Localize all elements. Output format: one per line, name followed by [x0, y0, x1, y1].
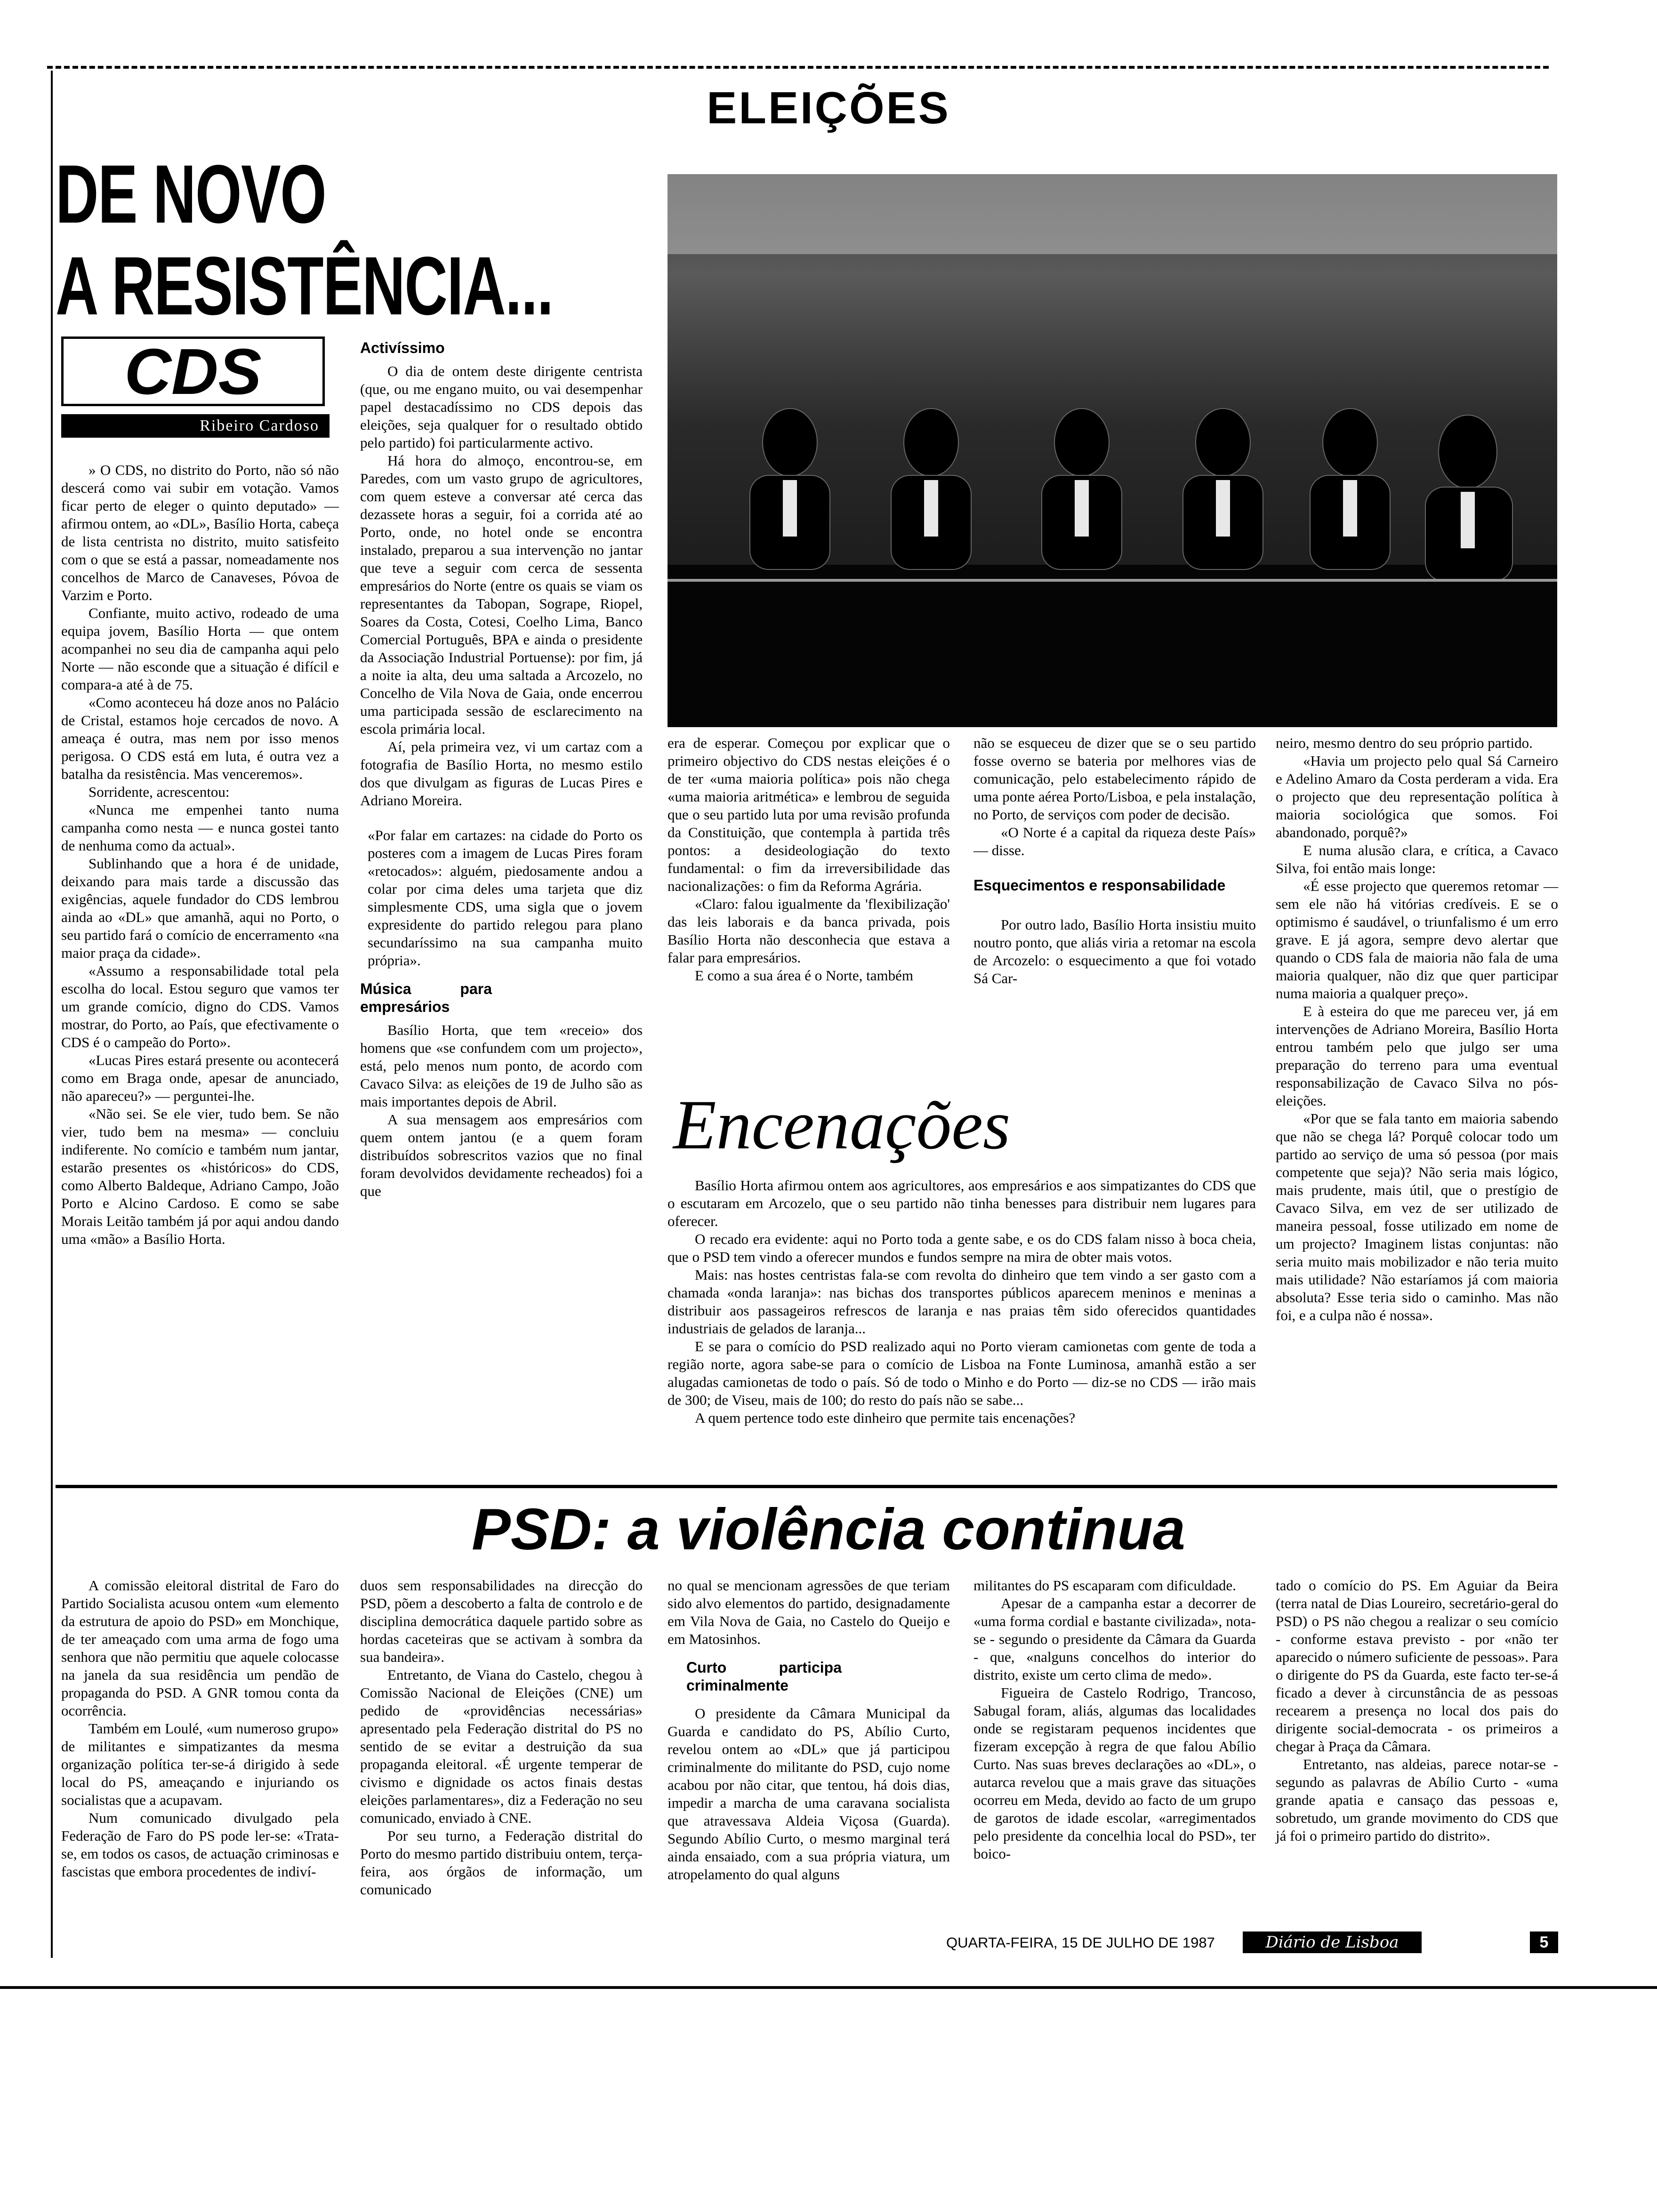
headline-line-1: DE NOVO — [56, 148, 326, 240]
cds-col1-para: «Assumo a responsabilidade total pela escolha do local. Estou seguro que vamos ter um grande comício, digno do CDS. Vamos mostrar, do Porto, ao País, que efectivamente o CDS é o campeão do Porto». — [61, 962, 339, 1050]
cds-column-4 — [973, 734, 1256, 987]
cds-col3-para: E como a sua área é o Norte, também — [695, 967, 913, 984]
footer-masthead: Diário de Lisboa — [1265, 1933, 1399, 1952]
psd-col1-para: A comissão eleitoral distrital de Faro do Partido Socialista acusou ontem «um elemento da estrutura de apoio do PSD» em Monchique, de ter ameaçado com uma arma de fogo uma senhora que não permitiu que aquele colocasse na janela da sua residência um pendão de propaganda do PSD. A GNR tomou conta da ocorrência. — [61, 1577, 339, 1719]
encenacoes-para: E se para o comício do PSD realizado aqui no Porto vieram camionetas com gente de toda a região norte, agora sabe-se para o comício de Lisboa na Fonte Luminosa, amanhã estão a ser alugadas camionetas de todo o país. Só de todo o Minho e do Porto — diz-se no CDS — irão mais de 300; de Viseu, mais de 100; do resto do país não se sabe... — [668, 1338, 1256, 1408]
psd-col2-para: Por seu turno, a Federação distrital do Porto do mesmo partido distribuiu ontem, terça-feira, aos órgãos de informação, um comunicado — [360, 1827, 643, 1898]
cds-col4-para: Por outro lado, Basílio Horta insistiu muito noutro ponto, que aliás viria a retomar na escola de Arcozelo: o esquecimento a que foi votado Sá Car- — [973, 916, 1256, 986]
psd-col3-para: no qual se mencionam agressões de que teriam sido alvo elementos do partido, designadamente em Vila Nova de Gaia, no Castelo do Queijo e em Matosinhos. — [668, 1577, 950, 1647]
psd-col1-para: Num comunicado divulgado pela Federação de Faro do PS pode ler-se: «Trata-se, em todos os casos, de actuação criminosas e fascistas que embora procedentes de indiví- — [61, 1810, 339, 1880]
psd-col2-para: Entretanto, de Viana do Castelo, chegou à Comissão Nacional de Eleições (CNE) um pedido de «providências necessárias» apresentado pela Federação distrital do PS no sentido de se evitar a destruição da sua propaganda eleitoral. «É urgente temperar de civismo e dignidade os actos finais destas eleições parlamentares», diz a Federação no seu comunicado, enviado à CNE. — [360, 1667, 643, 1826]
cds-column-5 — [1276, 734, 1558, 1324]
psd-column-1 — [61, 1577, 339, 1881]
section-divider — [56, 1485, 1557, 1488]
psd-col3-para: O presidente da Câmara Municipal da Guarda e candidato do PS, Abílio Curto, revelou ontem ao «DL» que já participou criminalmente do militante do PSD, cujo nome acabou por não citar, que tentou, há dois dias, impedir a marcha de uma caravana socialista que atravessava Aldeia Viçosa (Guarda). Segundo Abílio Curto, o mesmo marginal terá ainda ensaiado, com a sua própria viatura, um atropelamento do qual alguns — [668, 1705, 950, 1883]
cds-col1-para: » O CDS, no distrito do Porto, não só não descerá como vai subir em votação. Vamos ficar perto de eleger o quinto deputado» — afirmou ontem, ao «DL», Basílio Horta, cabeça de lista centrista no distrito, muito satisfeito com o que se está a passar, nomeadamente nos concelhos de Marco de Canaveses, Póvoa de Varzim e Porto. — [61, 462, 339, 603]
psd-col5-para: tado o comício do PS. Em Aguiar da Beira (terra natal de Dias Loureiro, secretário-geral do PSD) o PS não chegou a realizar o seu comício - conforme estava previsto - por «não ter aparecido o número suficiente de pessoas». Para o dirigente do PS da Guarda, este facto ter-se-á ficado a dever à circunstância de as pessoas recearem a presença no local dos pais do dirigente social-democrata - os primeiros a chegar à Praça da Câmara. — [1276, 1577, 1558, 1755]
cds-col1-para: Confiante, muito activo, rodeado de uma equipa jovem, Basílio Horta — que ontem acompanhei no seu dia de campanha aqui pelo Norte — não esconde que a situação é difícil e compara-a até à de 75. — [61, 605, 339, 693]
byline-bar — [61, 414, 330, 438]
party-box — [61, 337, 325, 406]
encenacoes-para: Basílio Horta afirmou ontem aos agricultores, aos empresários e aos simpatizantes do CDS que o escutaram em Arcozelo, que o seu partido não tinha benesses para distribuir nem lugares para oferecer. — [668, 1177, 1256, 1229]
cds-col5-para: «Por que se fala tanto em maioria sabendo que não se chega lá? Porquê colocar todo um partido ao serviço de uma só pessoa (por mais competente que seja)? Não seria mais lógico, mais prudente, mais útil, que o prestígio de Cavaco Silva, em vez de ser utilizado de maneira pessoal, fosse utilizado em nome de um projecto? Imaginem listas conjuntas: não seria muito mais mobilizador e não teria muito mais utilidade? Não estaríamos já com maioria absoluta? Esse teria sido o caminho. Mas não foi, e a culpa não é nossa». — [1276, 1110, 1558, 1323]
cds-column-3 — [668, 734, 950, 985]
left-frame — [51, 71, 53, 1958]
cds-col1-para: Sublinhando que a hora é de unidade, deixando para mais tarde a discussão das exigências, aquele fundador do CDS lembrou ainda ao «DL» que amanhã, aqui no Porto, o seu partido fará o comício de encerramento «na maior praça da cidade». — [61, 855, 339, 961]
psd-column-2 — [360, 1577, 643, 1899]
psd-column-3 — [668, 1577, 950, 1883]
cds-col2-para: A sua mensagem aos empresários com quem ontem jantou (e a quem foram distribuídos sobrescritos vazios que no final foram devolvidos devidamente recheados) foi a que — [360, 1111, 643, 1199]
psd-col5-para: Entretanto, nas aldeias, parece notar-se - segundo as palavras de Abílio Curto - «uma grande apatia e cansaço das pessoas e, sobretudo, um grande movimento do CDS que já foi o primeiro partido do distrito». — [1276, 1756, 1558, 1844]
subhead-musica: Música para empresários — [360, 980, 492, 1015]
subhead-esquecimentos: Esquecimentos e responsabilidade — [973, 877, 1226, 894]
encenacoes-para: Mais: nas hostes centristas fala-se com revolta do dinheiro que tem vindo a ser gasto com a chamada «onda laranja»: nas bichas dos transportes públicos aparecem meninos e meninas a distribuir aos passageiros refrescos de laranja e nas praias têm sido oferecidos quantidades industriais de gelados de laranja... — [668, 1266, 1256, 1337]
cds-col2-para: Aí, pela primeira vez, vi um cartaz com a fotografia de Basílio Horta, no mesmo estilo dos que divulgam as figuras de Lucas Pires e Adriano Moreira. — [360, 738, 643, 809]
photo-illustration — [668, 174, 1557, 727]
cds-col3-para: «Claro: falou igualmente da 'flexibilização' das leis laborais e da banca privada, pois Basílio Horta não desconhecia que estava a falar para empresários. — [668, 896, 950, 966]
cds-col2-para: O dia de ontem deste dirigente centrista (que, ou me engano muito, ou vai desempenhar papel destacadíssimo no CDS depois das eleições, seja qualquer for o resultado obtido pelo partido) foi particularmente activo. — [360, 363, 643, 451]
cds-col5-para: E à esteira do que me pareceu ver, já em intervenções de Adriano Moreira, Basílio Horta entrou também pelo que julgo ser uma preparação do terreno para uma eventual responsabilização de Cavaco Silva no pós-eleições. — [1276, 1003, 1558, 1109]
cds-col2-para: Há hora do almoço, encontrou-se, em Paredes, com um vasto grupo de agricultores, com quem esteve a conversar até cerca das dezassete horas a seguir, foi a corrida até ao Porto, onde, no hotel onde se encontra instalado, preparou a sua intervenção no jantar que teve a seguir com cerca de sessenta empresários do Norte (entre os quais se viam os representantes da Tabopan, Sogrape, Riopel, Soares da Costa, Cotesi, Coelho Lima, Banco Comercial Português, BPA e ainda o presidente da Associação Industrial Portuense): por fim, já a noite ia alta, deu uma saltada a Arcozelo, no Concelho de Vila Nova de Gaia, onde encerrou uma participada sessão de esclarecimento na escola primária local. — [360, 452, 643, 737]
footer-date: QUARTA-FEIRA, 15 DE JULHO DE 1987 — [946, 1934, 1215, 1951]
byline: Ribeiro Cardoso — [200, 417, 319, 434]
encenacoes-body — [668, 1177, 1256, 1427]
cds-col5-para: E numa alusão clara, e crítica, a Cavaco Silva, foi então mais longe: — [1276, 842, 1558, 876]
cds-col3-para: era de esperar. Começou por explicar que o primeiro objectivo do CDS nestas eleições é o de ter «uma maioria política» pois não chega «uma maioria aritmética» e lembrou de seguida que o seu partido luta por uma revisão profunda da Constituição, que contempla à partida três pontos: a desideologiação do texto fundamental: o fim da irreversibilidade das nacionalizações: o fim da Reforma Agrária. — [668, 735, 950, 894]
psd-column-4 — [973, 1577, 1256, 1863]
cds-col1-para: «Como aconteceu há doze anos no Palácio de Cristal, estamos hoje cercados de novo. A ameaça é outra, mas nem por isso menos perigosa. O CDS está em luta, é outra vez a batalha da resistência. Mas venceremos». — [61, 694, 339, 782]
encenacoes-para: A quem pertence todo este dinheiro que permite tais encenações? — [695, 1410, 1076, 1426]
footer-page-bar — [1530, 1931, 1558, 1953]
encenacoes-para: O recado era evidente: aqui no Porto toda a gente sabe, e os do CDS falam nisso à boca cheia, que o PSD tem vindo a oferecer mundos e fundos sempre na mira de obter mais votos. — [668, 1231, 1256, 1265]
psd-col1-para: Também em Loulé, «um numeroso grupo» de militantes e simpatizantes da mesma organização política ter-se-á dirigido à sede local do PS, ameaçando e injuriando os socialistas que a acupavam. — [61, 1720, 339, 1808]
cds-col1-para: «Não sei. Se ele vier, tudo bem. Se não vier, tudo bem na mesma» — concluiu indiferente. No comício e também num jantar, estarão presentes os «históricos» do CDS, como Alberto Baldeque, Adriano Campo, João Porto e Alcino Cardoso. E como se sabe Morais Leitão também já por aqui andou dando uma «mão» a Basílio Horta. — [61, 1106, 339, 1247]
cds-col4-para: «O Norte é a capital da riqueza deste País» — disse. — [973, 824, 1256, 858]
cds-col4-para: não se esqueceu de dizer que se o seu partido fosse overno se bateria por melhores vias de comunicação, pelo estabelecimento rápido de uma ponte aérea Porto/Lisboa, e pela instalação, no Porto, de serviços com poder de decisão. — [973, 735, 1256, 823]
cds-col5-para: neiro, mesmo dentro do seu próprio partido. — [1276, 735, 1533, 751]
psd-col2-para: duos sem responsabilidades na direcção do PSD, põem a descoberto a falta de controlo e de disciplina democrática daquele partido sobre as hordas caceteiras que se activam à sombra da sua bandeira». — [360, 1577, 643, 1665]
photo-candidates — [668, 174, 1557, 727]
cds-col1-para: «Lucas Pires estará presente ou acontecerá como em Braga onde, apesar de anunciado, não apareceu?» — perguntei-lhe. — [61, 1052, 339, 1104]
top-rule — [47, 66, 1549, 69]
cds-col5-para: «Havia um projecto pelo qual Sá Carneiro e Adelino Amaro da Costa perderam a vida. Era o projecto que deu representação política à maioria sociológica que somos. Foi abandonado, porquê?» — [1276, 753, 1558, 841]
psd-col4-para: Figueira de Castelo Rodrigo, Trancoso, Sabugal foram, aliás, algumas das localidades onde se registaram pequenos incidentes que fizeram excepção à regra de que falou Abílio Curto. Nas suas breves declarações ao «DL», o autarca revelou que a mais grave das situações ocorreu em Meda, devido ao facto de um grupo de garotos de idade escolar, «arregimentados pelo presidente da concelhia local do PSD», ter boico- — [973, 1684, 1256, 1862]
section-label: ELEIÇÕES — [707, 83, 950, 133]
psd-column-5 — [1276, 1577, 1558, 1845]
subhead-curto: Curto participa criminalmente — [686, 1659, 842, 1694]
cds-column-1 — [61, 461, 339, 1248]
cds-col5-para: «É esse projecto que queremos retomar — sem ele não há vitórias credíveis. E se o optimismo é saudável, o triunfalismo é um erro grave. E já agora, sempre devo alertar que quando o CDS fala de maioria não fala de uma maioria qualquer, não diz que quer participar numa maioria a qualquer preço». — [1276, 878, 1558, 1002]
cds-col2-para: Basílio Horta, que tem «receio» dos homens que «se confundem com um projecto», está, pelo menos num ponto, de acordo com Cavaco Silva: as eleições de 19 de Julho são as mais importantes depois de Abril. — [360, 1022, 643, 1110]
headline-line-2: A RESISTÊNCIA... — [56, 240, 553, 332]
encenacoes-title: Encenações — [673, 1086, 1011, 1164]
cds-column-2 — [360, 334, 643, 1200]
cds-col1-para: «Nunca me empenhei tanto numa campanha como nesta — e nunca gostei tanto de nenhuma como da actual». — [61, 801, 339, 854]
psd-headline: PSD: a violência continua — [472, 1497, 1185, 1562]
cds-col1-para: Sorridente, acrescentou: — [88, 784, 230, 800]
subhead-activissimo: Activíssimo — [360, 339, 445, 356]
footer-page: 5 — [1539, 1933, 1549, 1951]
footer-masthead-bar — [1243, 1931, 1422, 1953]
cds-col2-quote: «Por falar em cartazes: na cidade do Porto os posteres com a imagem de Lucas Pires foram «retocados»: alguém, piedosamente andou a colar por cima deles uma tarjeta que diz simplesmente CDS, uma sigla que o jovem expresidente do partido relegou para plano secundaríssimo na sua campanha muito própria». — [368, 827, 643, 969]
psd-col4-para: Apesar de a campanha estar a decorrer de «uma forma cordial e bastante civilizada», nota-se - segundo o presidente da Câmara da Guarda - que, «nalguns concelhos do interior do distrito, existe um certo clima de medo». — [973, 1595, 1256, 1683]
footer-rule — [0, 1986, 1657, 1989]
psd-col4-para: militantes do PS escaparam com dificuldade. — [973, 1577, 1236, 1594]
party-box-label: CDS — [124, 336, 262, 408]
